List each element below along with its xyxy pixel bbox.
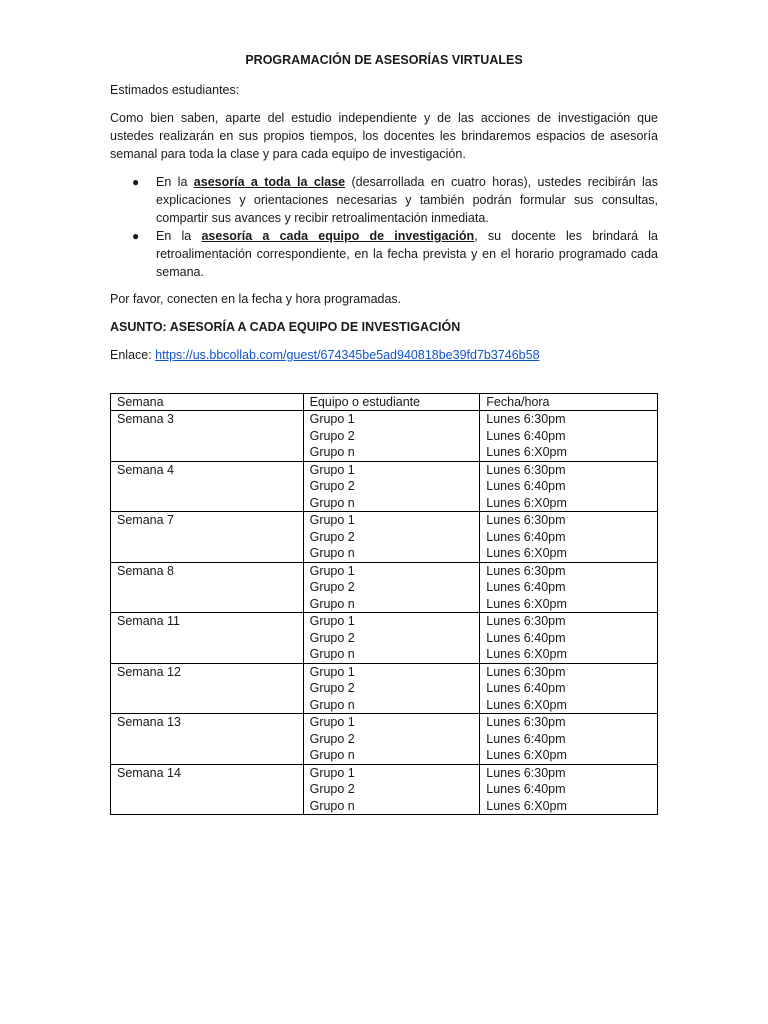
bullet-dot-icon: ● [132,175,140,189]
session-time: Lunes 6:30pm [486,462,566,477]
session-time: Lunes 6:X0pm [486,647,567,661]
session-time: Lunes 6:40pm [486,630,566,645]
week-cell: Semana 14 [111,764,304,815]
document-body [110,52,658,815]
team-cell [303,613,480,664]
session-time: Lunes 6:40pm [486,428,566,443]
team-name: Grupo n [309,748,355,762]
bullet-prefix: En la [156,175,194,189]
week-cell: Semana 7 [111,512,304,563]
bullet-suffix: , su docente les brindará la retroalimentación correspondiente, en la fecha prevista y en el horario programado cada semana. [156,229,659,279]
session-time: Lunes 6:X0pm [486,748,567,762]
week-cell: Semana 13 [111,714,304,765]
table-header-row [111,394,658,411]
table-row [111,613,658,664]
team-name: Grupo 1 [309,412,355,426]
week-cell: Semana 3 [111,411,304,462]
intro-paragraph: Como bien saben, aparte del estudio independiente y de las acciones de investigación que ustedes realizarán en sus propios tiempos, los docentes les brindaremos espacios de asesoría semanal para toda la clase y para cada equipo de investigación. [110,111,658,161]
team-name: Grupo 1 [309,563,355,578]
team-name: Grupo 2 [309,529,355,544]
session-time: Lunes 6:30pm [486,765,566,780]
table-row [111,411,658,462]
session-time: Lunes 6:X0pm [486,798,567,813]
team-name: Grupo 2 [309,580,355,594]
closing-paragraph: Por favor, conecten en la fecha y hora programadas. [110,292,402,306]
session-time: Lunes 6:X0pm [486,546,567,560]
session-time: Lunes 6:30pm [486,664,566,679]
team-name: Grupo 1 [309,765,355,780]
session-time: Lunes 6:X0pm [486,697,567,712]
table-row [111,764,658,815]
table-body [111,411,658,815]
header-week: Semana [111,394,304,411]
document-title: PROGRAMACIÓN DE ASESORÍAS VIRTUALES [245,53,523,67]
header-team: Equipo o estudiante [303,394,480,411]
table-row [111,663,658,714]
bullet-suffix: (desarrollada en cuatro horas), ustedes recibirán las explicaciones y orientaciones necesarias y también podrán formular sus consultas, compartir sus avances y recibir retroalimentación inmediata. [156,175,658,225]
bullet-emphasis: asesoría a toda la clase [193,175,346,189]
session-time: Lunes 6:30pm [486,715,566,729]
team-name: Grupo n [309,495,355,510]
datetime-cell [480,461,658,512]
datetime-cell [480,764,658,815]
team-name: Grupo n [309,647,355,661]
team-cell [303,663,480,714]
session-time: Lunes 6:30pm [486,614,566,628]
session-time: Lunes 6:40pm [486,731,566,746]
datetime-cell [480,512,658,563]
session-time: Lunes 6:40pm [486,580,566,594]
session-link[interactable]: https://us.bbcollab.com/guest/674345be5ad940818be39fd7b3746b58 [155,348,540,362]
datetime-cell [480,562,658,613]
session-time: Lunes 6:40pm [486,529,566,544]
team-name: Grupo 2 [309,428,355,443]
team-name: Grupo 2 [309,782,355,796]
team-cell [303,562,480,613]
week-cell: Semana 8 [111,562,304,613]
bullet-item [110,173,658,227]
team-name: Grupo n [309,546,355,560]
team-name: Grupo n [309,445,355,459]
team-name: Grupo 2 [309,731,355,746]
link-line [110,346,658,364]
team-name: Grupo n [309,697,355,712]
team-name: Grupo 1 [309,664,355,679]
team-cell [303,764,480,815]
week-cell: Semana 4 [111,461,304,512]
team-cell [303,461,480,512]
table-row [111,714,658,765]
team-cell [303,714,480,765]
team-name: Grupo 2 [309,681,355,695]
team-cell [303,411,480,462]
datetime-cell [480,663,658,714]
team-name: Grupo 1 [309,715,355,729]
session-time: Lunes 6:X0pm [486,445,567,459]
datetime-cell [480,613,658,664]
table-row [111,461,658,512]
session-time: Lunes 6:40pm [486,479,566,493]
session-time: Lunes 6:30pm [486,563,566,578]
team-name: Grupo 2 [309,479,355,493]
schedule-table [110,393,658,815]
session-time: Lunes 6:40pm [486,782,566,796]
datetime-cell [480,714,658,765]
week-cell: Semana 11 [111,613,304,664]
table-row [111,512,658,563]
bullet-emphasis: asesoría a cada equipo de investigación [201,229,475,243]
greeting: Estimados estudiantes: [110,83,240,97]
session-time: Lunes 6:X0pm [486,596,567,611]
subject-heading: ASUNTO: ASESORÍA A CADA EQUIPO DE INVESTIGACIÓN [110,320,461,334]
link-label: Enlace: [110,348,156,362]
bullet-dot-icon: ● [132,229,140,243]
bullet-list [110,173,658,281]
session-time: Lunes 6:40pm [486,681,566,695]
week-cell: Semana 12 [111,663,304,714]
header-datetime: Fecha/hora [480,394,658,411]
session-time: Lunes 6:30pm [486,412,566,426]
team-name: Grupo 1 [309,513,355,527]
session-time: Lunes 6:30pm [486,513,566,527]
team-cell [303,512,480,563]
team-name: Grupo 1 [309,614,355,628]
team-name: Grupo 2 [309,630,355,645]
bullet-item [110,227,658,281]
session-time: Lunes 6:X0pm [486,495,567,510]
team-name: Grupo 1 [309,462,355,477]
team-name: Grupo n [309,798,355,813]
team-name: Grupo n [309,596,355,611]
datetime-cell [480,411,658,462]
bullet-prefix: En la [156,229,202,243]
table-row [111,562,658,613]
